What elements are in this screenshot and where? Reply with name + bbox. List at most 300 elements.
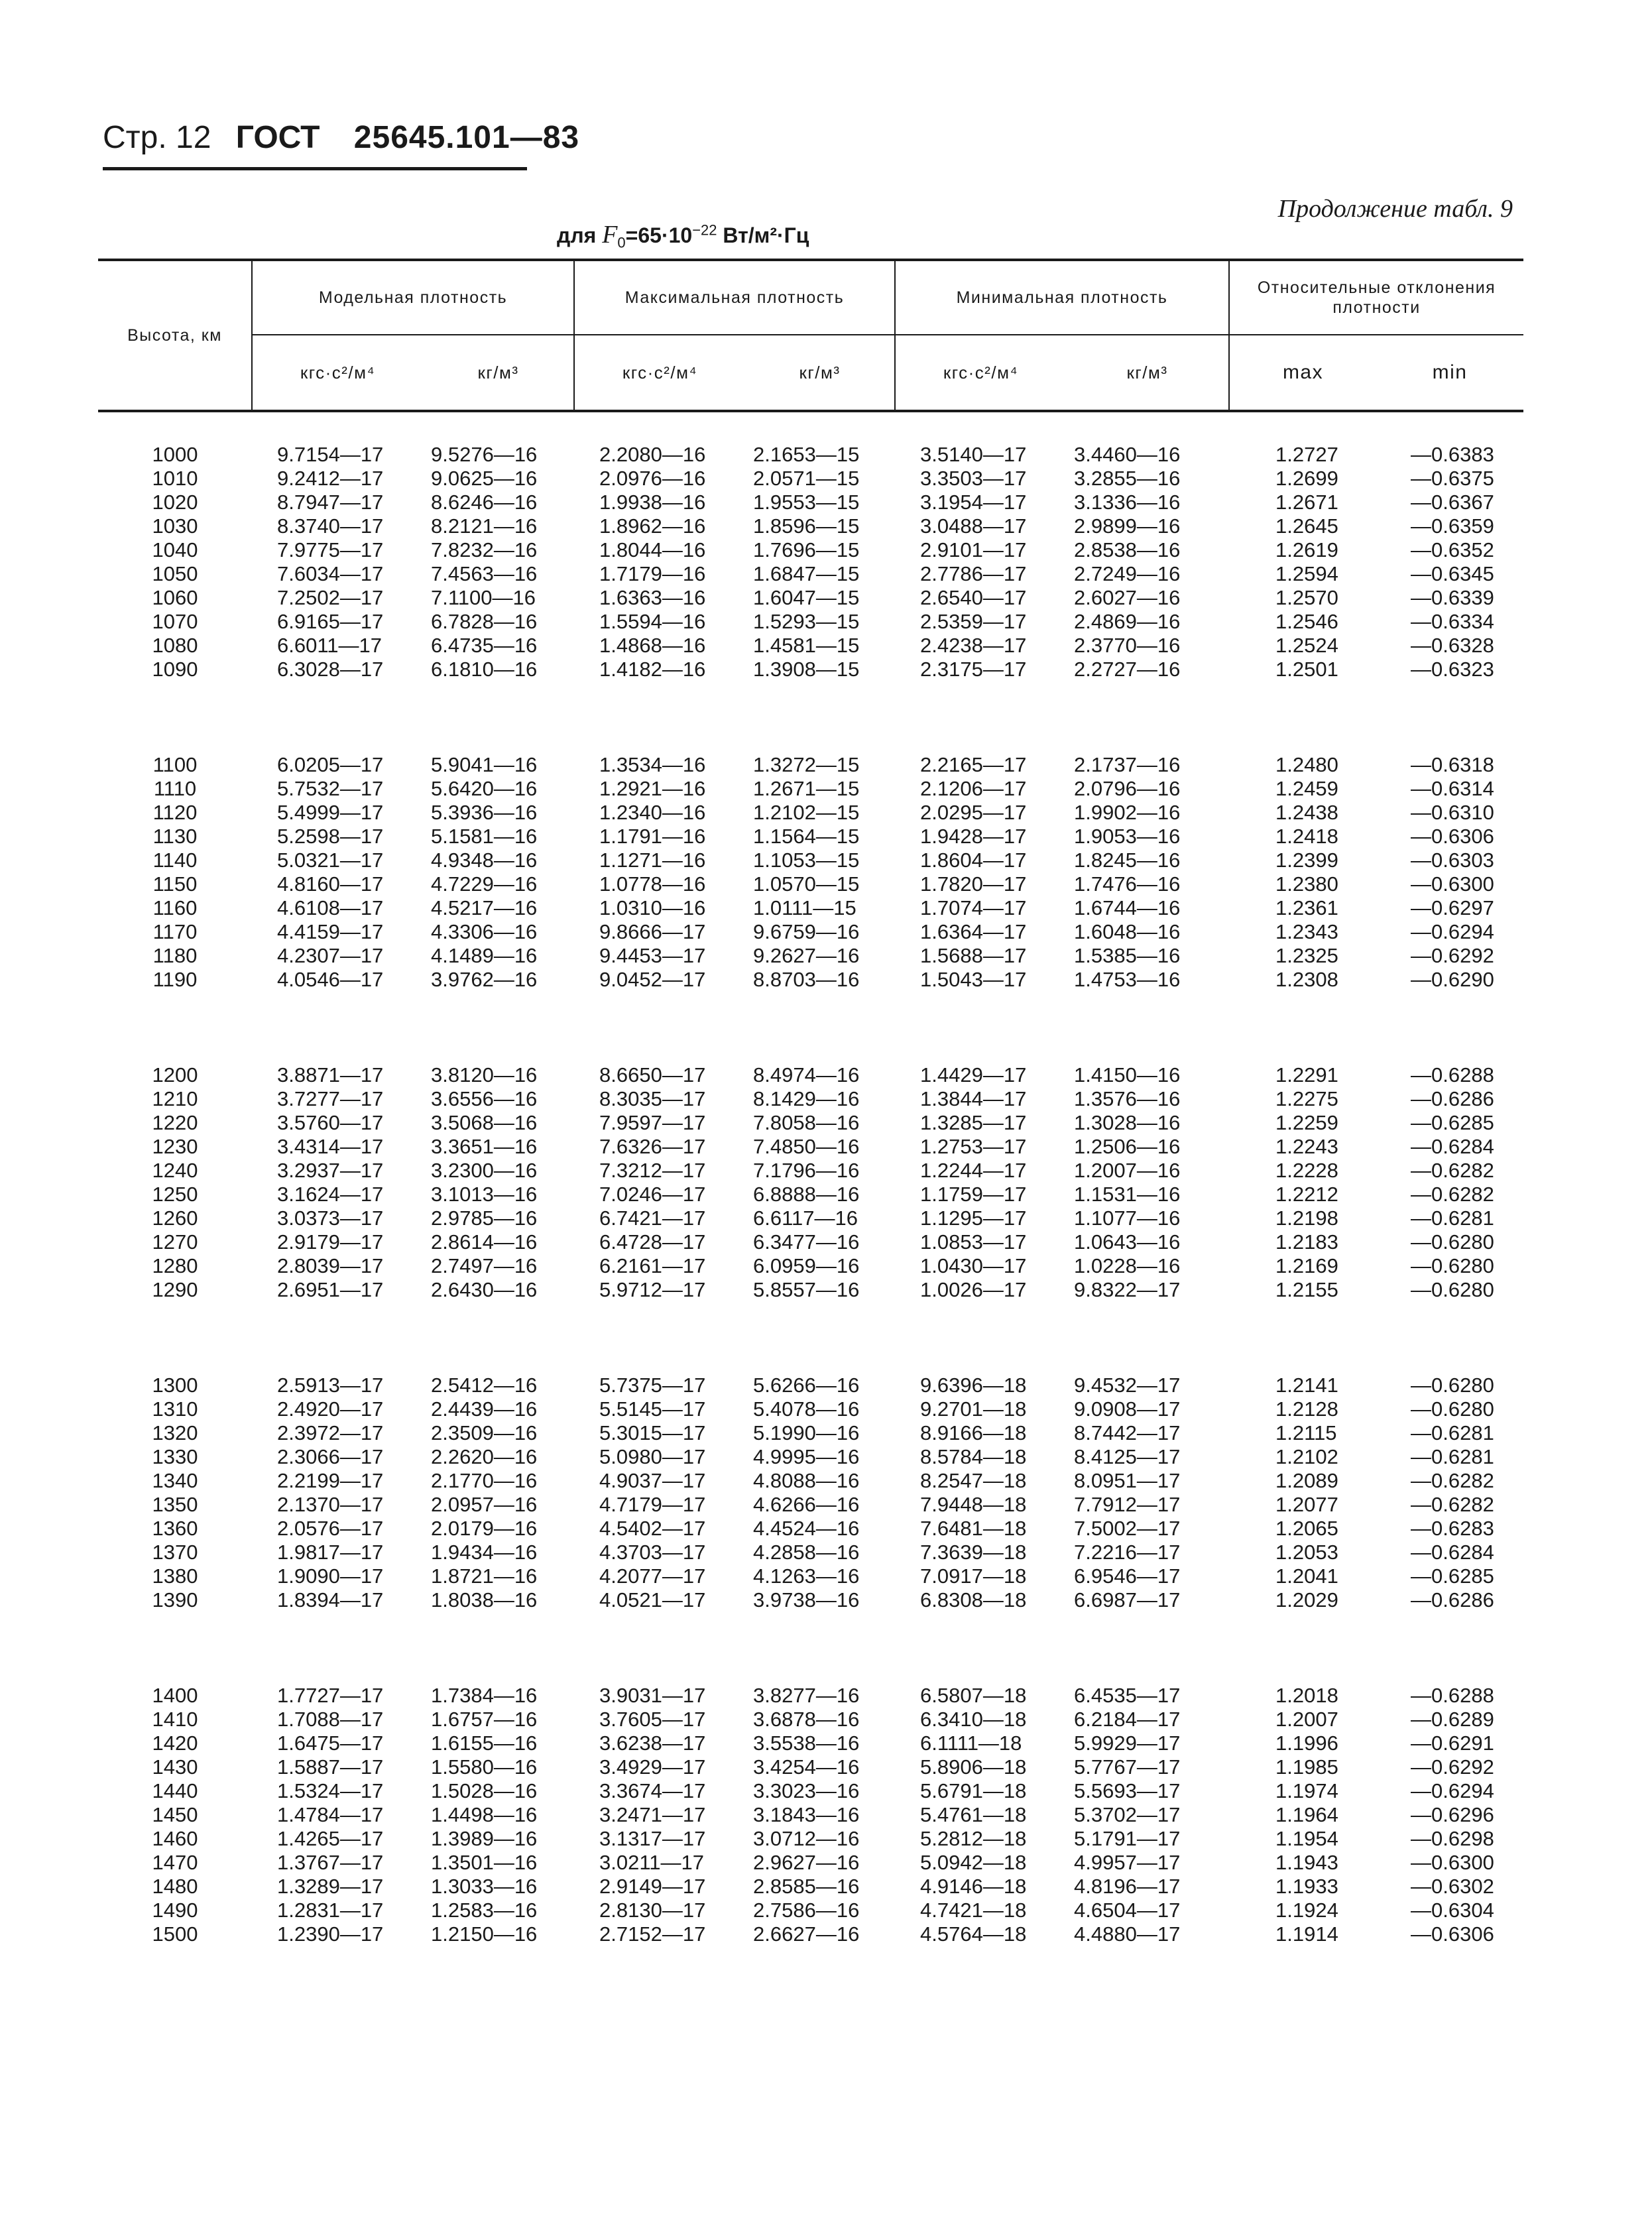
table-row xyxy=(98,1755,1523,1779)
min-kgs-cell: 2.7786—17 xyxy=(920,562,1027,585)
min-kg-cell: 6.9546—17 xyxy=(1074,1564,1181,1588)
rel-min-cell: —0.6284 xyxy=(1411,1135,1494,1158)
max-kg-cell: 5.4078—16 xyxy=(753,1397,860,1421)
model-kg-cell: 1.2150—16 xyxy=(431,1922,538,1946)
rel-min-cell: —0.6285 xyxy=(1411,1111,1494,1134)
max-kg-cell: 1.8596—15 xyxy=(753,514,860,538)
table-row xyxy=(98,1469,1523,1493)
model-kgs-cell: 2.3972—17 xyxy=(277,1421,384,1444)
min-kg-cell: 2.9899—16 xyxy=(1074,514,1181,538)
altitude-cell: 1450 xyxy=(152,1803,198,1826)
altitude-cell: 1010 xyxy=(152,467,198,490)
max-kg-cell: 1.1053—15 xyxy=(753,849,860,872)
min-kg-cell: 1.3028—16 xyxy=(1074,1111,1181,1134)
rel-max-cell: 1.2438 xyxy=(1275,801,1338,824)
max-kg-cell: 8.8703—16 xyxy=(753,968,860,991)
max-kgs-cell: 1.5594—16 xyxy=(599,610,706,633)
max-kg-cell: 3.0712—16 xyxy=(753,1827,860,1850)
min-kgs-cell: 1.7820—17 xyxy=(920,872,1027,896)
min-kgs-cell: 6.5807—18 xyxy=(920,1684,1027,1707)
rel-min-cell: —0.6303 xyxy=(1411,849,1494,872)
min-kg-cell: 5.5693—17 xyxy=(1074,1779,1181,1802)
model-kg-cell: 2.4439—16 xyxy=(431,1397,538,1421)
unit-max-kg: кг/м³ xyxy=(745,335,895,411)
model-kgs-cell: 2.5913—17 xyxy=(277,1374,384,1397)
min-kg-cell: 5.1791—17 xyxy=(1074,1827,1181,1850)
rel-min-cell: —0.6297 xyxy=(1411,896,1494,919)
min-kgs-cell: 1.7074—17 xyxy=(920,896,1027,919)
model-kg-cell: 1.3989—16 xyxy=(431,1827,538,1850)
max-kg-cell: 4.6266—16 xyxy=(753,1493,860,1516)
max-kg-cell: 6.0959—16 xyxy=(753,1254,860,1277)
table-row xyxy=(98,467,1523,491)
max-kg-cell: 9.6759—16 xyxy=(753,920,860,943)
rel-max-cell: 1.2380 xyxy=(1275,872,1338,896)
rel-max-cell: 1.2524 xyxy=(1275,634,1338,657)
min-kgs-cell: 8.2547—18 xyxy=(920,1469,1027,1492)
model-kg-cell: 2.0957—16 xyxy=(431,1493,538,1516)
max-kgs-cell: 7.0246—17 xyxy=(599,1183,706,1206)
max-kg-cell: 1.2102—15 xyxy=(753,801,860,824)
model-kg-cell: 1.8038—16 xyxy=(431,1588,538,1612)
rel-min-cell: —0.6282 xyxy=(1411,1493,1494,1516)
unit-max-kgs: кгс·с²/м⁴ xyxy=(574,335,745,411)
model-kg-cell: 4.7229—16 xyxy=(431,872,538,896)
min-kgs-cell: 1.2244—17 xyxy=(920,1159,1027,1182)
min-kg-cell: 1.0643—16 xyxy=(1074,1230,1181,1254)
max-kg-cell: 3.1843—16 xyxy=(753,1803,860,1826)
model-kgs-cell: 8.7947—17 xyxy=(277,491,384,514)
max-kgs-cell: 1.8044—16 xyxy=(599,538,706,561)
rel-max-cell: 1.2228 xyxy=(1275,1159,1338,1182)
model-kg-cell: 2.3509—16 xyxy=(431,1421,538,1444)
table-row xyxy=(98,1230,1523,1254)
table-row xyxy=(98,1159,1523,1183)
model-kgs-cell: 1.7088—17 xyxy=(277,1708,384,1731)
rel-max-cell: 1.2361 xyxy=(1275,896,1338,919)
table-row xyxy=(98,1541,1523,1564)
min-kg-cell: 4.9957—17 xyxy=(1074,1851,1181,1874)
max-kgs-cell: 8.6650—17 xyxy=(599,1063,706,1086)
max-kg-cell: 3.6878—16 xyxy=(753,1708,860,1731)
min-kgs-cell: 7.6481—18 xyxy=(920,1517,1027,1540)
condition-variable: F xyxy=(602,221,618,249)
max-kg-cell: 1.3908—15 xyxy=(753,658,860,681)
min-kg-cell: 6.4535—17 xyxy=(1074,1684,1181,1707)
model-kg-cell: 5.9041—16 xyxy=(431,753,538,776)
max-kgs-cell: 2.9149—17 xyxy=(599,1875,706,1898)
model-kg-cell: 6.7828—16 xyxy=(431,610,538,633)
table-row xyxy=(98,896,1523,920)
altitude-cell: 1200 xyxy=(152,1063,198,1086)
max-kgs-cell: 3.3674—17 xyxy=(599,1779,706,1802)
max-kgs-cell: 1.4868—16 xyxy=(599,634,706,657)
model-kg-cell: 1.7384—16 xyxy=(431,1684,538,1707)
model-kgs-cell: 5.7532—17 xyxy=(277,777,384,800)
table-row xyxy=(98,1731,1523,1755)
rel-min-cell: —0.6283 xyxy=(1411,1517,1494,1540)
min-kg-cell: 1.6048—16 xyxy=(1074,920,1181,943)
min-kg-cell: 5.3702—17 xyxy=(1074,1803,1181,1826)
altitude-cell: 1110 xyxy=(153,777,197,800)
rel-min-cell: —0.6323 xyxy=(1411,658,1494,681)
condition-subscript: 0 xyxy=(617,234,626,251)
max-kg-cell: 7.1796—16 xyxy=(753,1159,860,1182)
min-kgs-cell: 6.8308—18 xyxy=(920,1588,1027,1612)
min-kgs-cell: 5.6791—18 xyxy=(920,1779,1027,1802)
altitude-cell: 1040 xyxy=(152,538,198,561)
model-kgs-cell: 1.4784—17 xyxy=(277,1803,384,1826)
rel-max-cell: 1.2065 xyxy=(1275,1517,1338,1540)
rel-min-cell: —0.6284 xyxy=(1411,1541,1494,1564)
table-row xyxy=(98,1421,1523,1445)
altitude-cell: 1160 xyxy=(152,896,198,919)
model-kgs-cell: 6.3028—17 xyxy=(277,658,384,681)
max-kg-cell: 8.1429—16 xyxy=(753,1087,860,1110)
rel-max-cell: 1.2671 xyxy=(1275,491,1338,514)
block-spacer xyxy=(98,411,1523,443)
min-kg-cell: 2.6027—16 xyxy=(1074,586,1181,609)
min-kg-cell: 1.9053—16 xyxy=(1074,825,1181,848)
rel-min-cell: —0.6281 xyxy=(1411,1206,1494,1230)
header-model-density: Модельная плотность xyxy=(252,260,574,335)
rel-min-cell: —0.6318 xyxy=(1411,753,1494,776)
max-kg-cell: 5.8557—16 xyxy=(753,1278,860,1301)
min-kg-cell: 1.2506—16 xyxy=(1074,1135,1181,1158)
model-kgs-cell: 1.3289—17 xyxy=(277,1875,384,1898)
min-kgs-cell: 7.0917—18 xyxy=(920,1564,1027,1588)
rel-min-cell: —0.6289 xyxy=(1411,1708,1494,1731)
max-kgs-cell: 6.2161—17 xyxy=(599,1254,706,1277)
max-kgs-cell: 1.2921—16 xyxy=(599,777,706,800)
model-kgs-cell: 1.9817—17 xyxy=(277,1541,384,1564)
rel-max-cell: 1.1985 xyxy=(1275,1755,1338,1779)
max-kgs-cell: 1.8962—16 xyxy=(599,514,706,538)
max-kg-cell: 3.3023—16 xyxy=(753,1779,860,1802)
altitude-cell: 1410 xyxy=(152,1708,198,1731)
altitude-cell: 1270 xyxy=(152,1230,198,1254)
altitude-cell: 1240 xyxy=(152,1159,198,1182)
altitude-cell: 1170 xyxy=(152,920,198,943)
min-kg-cell: 2.7249—16 xyxy=(1074,562,1181,585)
block-spacer xyxy=(98,1302,1523,1374)
rel-max-cell: 1.2343 xyxy=(1275,920,1338,943)
model-kgs-cell: 9.2412—17 xyxy=(277,467,384,490)
rel-min-cell: —0.6281 xyxy=(1411,1445,1494,1468)
max-kg-cell: 2.0571—15 xyxy=(753,467,860,490)
block-spacer xyxy=(98,992,1523,1063)
rel-max-cell: 1.1974 xyxy=(1275,1779,1338,1802)
rel-max-cell: 1.2077 xyxy=(1275,1493,1338,1516)
max-kgs-cell: 1.9938—16 xyxy=(599,491,706,514)
rel-max-cell: 1.2570 xyxy=(1275,586,1338,609)
min-kgs-cell: 6.3410—18 xyxy=(920,1708,1027,1731)
max-kg-cell: 5.6266—16 xyxy=(753,1374,860,1397)
model-kg-cell: 7.4563—16 xyxy=(431,562,538,585)
altitude-cell: 1390 xyxy=(152,1588,198,1612)
table-row xyxy=(98,1708,1523,1731)
model-kgs-cell: 2.3066—17 xyxy=(277,1445,384,1468)
table-row xyxy=(98,610,1523,634)
altitude-cell: 1030 xyxy=(152,514,198,538)
max-kgs-cell: 3.1317—17 xyxy=(599,1827,706,1850)
min-kgs-cell: 1.5688—17 xyxy=(920,944,1027,967)
max-kgs-cell: 1.4182—16 xyxy=(599,658,706,681)
table-row xyxy=(98,1254,1523,1278)
rel-max-cell: 1.1964 xyxy=(1275,1803,1338,1826)
min-kgs-cell: 8.5784—18 xyxy=(920,1445,1027,1468)
min-kg-cell: 1.5385—16 xyxy=(1074,944,1181,967)
rel-min-cell: —0.6280 xyxy=(1411,1374,1494,1397)
header-rel-min: min xyxy=(1376,335,1523,411)
max-kgs-cell: 3.0211—17 xyxy=(599,1851,705,1874)
rel-min-cell: —0.6281 xyxy=(1411,1421,1494,1444)
rel-max-cell: 1.2459 xyxy=(1275,777,1338,800)
min-kgs-cell: 1.0026—17 xyxy=(920,1278,1027,1301)
altitude-cell: 1400 xyxy=(152,1684,198,1707)
table-row xyxy=(98,1875,1523,1899)
min-kgs-cell: 1.9428—17 xyxy=(920,825,1027,848)
min-kgs-cell: 6.1111—18 xyxy=(920,1731,1022,1755)
model-kg-cell: 3.3651—16 xyxy=(431,1135,538,1158)
model-kgs-cell: 3.5760—17 xyxy=(277,1111,384,1134)
condition-unit: Вт/м²·Гц xyxy=(723,223,809,247)
max-kg-cell: 1.3272—15 xyxy=(753,753,860,776)
max-kgs-cell: 3.6238—17 xyxy=(599,1731,706,1755)
altitude-cell: 1350 xyxy=(152,1493,198,1516)
min-kgs-cell: 4.9146—18 xyxy=(920,1875,1027,1898)
model-kg-cell: 2.2620—16 xyxy=(431,1445,538,1468)
model-kg-cell: 1.2583—16 xyxy=(431,1899,538,1922)
model-kgs-cell: 2.2199—17 xyxy=(277,1469,384,1492)
max-kg-cell: 3.4254—16 xyxy=(753,1755,860,1779)
table-row xyxy=(98,777,1523,801)
min-kgs-cell: 1.0853—17 xyxy=(920,1230,1027,1254)
max-kg-cell: 2.7586—16 xyxy=(753,1899,860,1922)
model-kg-cell: 2.1770—16 xyxy=(431,1469,538,1492)
model-kgs-cell: 2.8039—17 xyxy=(277,1254,384,1277)
max-kgs-cell: 4.2077—17 xyxy=(599,1564,706,1588)
rel-min-cell: —0.6288 xyxy=(1411,1063,1494,1086)
rel-min-cell: —0.6383 xyxy=(1411,443,1494,466)
table-condition xyxy=(557,220,809,251)
model-kgs-cell: 4.6108—17 xyxy=(277,896,384,919)
table-row xyxy=(98,658,1523,681)
table-row xyxy=(98,1779,1523,1803)
rel-max-cell: 1.2115 xyxy=(1275,1421,1337,1444)
model-kg-cell: 2.5412—16 xyxy=(431,1374,538,1397)
min-kg-cell: 5.7767—17 xyxy=(1074,1755,1181,1779)
rel-min-cell: —0.6296 xyxy=(1411,1803,1494,1826)
min-kgs-cell: 3.3503—17 xyxy=(920,467,1027,490)
altitude-cell: 1100 xyxy=(152,753,198,776)
max-kgs-cell: 8.3035—17 xyxy=(599,1087,706,1110)
min-kgs-cell: 5.2812—18 xyxy=(920,1827,1027,1850)
altitude-cell: 1490 xyxy=(152,1899,198,1922)
model-kgs-cell: 1.8394—17 xyxy=(277,1588,384,1612)
rel-max-cell: 1.2259 xyxy=(1275,1111,1338,1134)
rel-min-cell: —0.6280 xyxy=(1411,1278,1494,1301)
max-kgs-cell: 2.8130—17 xyxy=(599,1899,706,1922)
table-row xyxy=(98,443,1523,467)
altitude-cell: 1300 xyxy=(152,1374,198,1397)
table-row xyxy=(98,944,1523,968)
page-number: Стр. 12 xyxy=(103,120,211,155)
altitude-cell: 1190 xyxy=(152,968,198,991)
min-kg-cell: 2.0796—16 xyxy=(1074,777,1181,800)
min-kg-cell: 3.4460—16 xyxy=(1074,443,1181,466)
max-kg-cell: 1.7696—15 xyxy=(753,538,860,561)
rel-max-cell: 1.2212 xyxy=(1275,1183,1338,1206)
max-kg-cell: 6.3477—16 xyxy=(753,1230,860,1254)
table-row xyxy=(98,1899,1523,1922)
table-row xyxy=(98,1206,1523,1230)
table-row xyxy=(98,849,1523,872)
rel-max-cell: 1.2169 xyxy=(1275,1254,1338,1277)
min-kgs-cell: 4.5764—18 xyxy=(920,1922,1027,1946)
max-kgs-cell: 1.3534—16 xyxy=(599,753,706,776)
table-row xyxy=(98,562,1523,586)
min-kgs-cell: 1.1295—17 xyxy=(920,1206,1027,1230)
model-kgs-cell: 7.6034—17 xyxy=(277,562,384,585)
max-kgs-cell: 5.9712—17 xyxy=(599,1278,706,1301)
max-kgs-cell: 7.3212—17 xyxy=(599,1159,706,1182)
min-kgs-cell: 5.0942—18 xyxy=(920,1851,1027,1874)
max-kgs-cell: 4.3703—17 xyxy=(599,1541,706,1564)
model-kgs-cell: 2.9179—17 xyxy=(277,1230,384,1254)
max-kgs-cell: 1.2340—16 xyxy=(599,801,706,824)
max-kgs-cell: 4.5402—17 xyxy=(599,1517,706,1540)
min-kg-cell: 8.0951—17 xyxy=(1074,1469,1181,1492)
altitude-cell: 1380 xyxy=(152,1564,198,1588)
model-kgs-cell: 8.3740—17 xyxy=(277,514,384,538)
rel-min-cell: —0.6306 xyxy=(1411,825,1494,848)
model-kgs-cell: 2.1370—17 xyxy=(277,1493,384,1516)
min-kgs-cell: 7.3639—18 xyxy=(920,1541,1027,1564)
model-kgs-cell: 2.4920—17 xyxy=(277,1397,384,1421)
min-kgs-cell: 2.1206—17 xyxy=(920,777,1027,800)
max-kgs-cell: 2.7152—17 xyxy=(599,1922,706,1946)
model-kgs-cell: 1.7727—17 xyxy=(277,1684,384,1707)
max-kgs-cell: 1.1271—16 xyxy=(599,849,706,872)
table-row xyxy=(98,1684,1523,1708)
table-row xyxy=(98,1517,1523,1541)
model-kg-cell: 8.2121—16 xyxy=(431,514,538,538)
max-kgs-cell: 1.6363—16 xyxy=(599,586,706,609)
model-kg-cell: 3.5068—16 xyxy=(431,1111,538,1134)
condition-exponent: −22 xyxy=(692,221,717,239)
max-kg-cell: 6.8888—16 xyxy=(753,1183,860,1206)
model-kg-cell: 2.8614—16 xyxy=(431,1230,538,1254)
table-row xyxy=(98,968,1523,992)
table-row xyxy=(98,1588,1523,1612)
min-kgs-cell: 7.9448—18 xyxy=(920,1493,1027,1516)
min-kgs-cell: 2.5359—17 xyxy=(920,610,1027,633)
max-kgs-cell: 6.4728—17 xyxy=(599,1230,706,1254)
model-kg-cell: 2.0179—16 xyxy=(431,1517,538,1540)
rel-max-cell: 1.2243 xyxy=(1275,1135,1338,1158)
model-kg-cell: 1.5580—16 xyxy=(431,1755,538,1779)
rel-max-cell: 1.2102 xyxy=(1275,1445,1338,1468)
model-kgs-cell: 3.2937—17 xyxy=(277,1159,384,1182)
density-table xyxy=(98,259,1523,1946)
rel-min-cell: —0.6280 xyxy=(1411,1254,1494,1277)
altitude-cell: 1320 xyxy=(152,1421,198,1444)
table-row xyxy=(98,1183,1523,1206)
max-kgs-cell: 7.9597—17 xyxy=(599,1111,706,1134)
rel-min-cell: —0.6282 xyxy=(1411,1469,1494,1492)
rel-min-cell: —0.6300 xyxy=(1411,1851,1494,1874)
max-kgs-cell: 4.7179—17 xyxy=(599,1493,706,1516)
rel-max-cell: 1.2041 xyxy=(1275,1564,1338,1588)
rel-min-cell: —0.6334 xyxy=(1411,610,1494,633)
rel-min-cell: —0.6282 xyxy=(1411,1159,1494,1182)
table-row xyxy=(98,1564,1523,1588)
model-kgs-cell: 3.0373—17 xyxy=(277,1206,384,1230)
model-kg-cell: 1.9434—16 xyxy=(431,1541,538,1564)
max-kgs-cell: 5.0980—17 xyxy=(599,1445,706,1468)
table-row xyxy=(98,1111,1523,1135)
max-kg-cell: 2.6627—16 xyxy=(753,1922,860,1946)
min-kg-cell: 9.8322—17 xyxy=(1074,1278,1181,1301)
min-kgs-cell: 1.0430—17 xyxy=(920,1254,1027,1277)
rel-max-cell: 1.2007 xyxy=(1275,1708,1338,1731)
max-kg-cell: 1.0570—15 xyxy=(753,872,860,896)
min-kg-cell: 2.2727—16 xyxy=(1074,658,1181,681)
table-row xyxy=(98,1803,1523,1827)
rel-max-cell: 1.2053 xyxy=(1275,1541,1338,1564)
table-continuation-note: Продолжение табл. 9 xyxy=(1277,195,1513,223)
header-max-density: Максимальная плотность xyxy=(574,260,895,335)
model-kgs-cell: 7.2502—17 xyxy=(277,586,384,609)
max-kgs-cell: 9.0452—17 xyxy=(599,968,706,991)
model-kg-cell: 9.0625—16 xyxy=(431,467,538,490)
min-kgs-cell: 9.2701—18 xyxy=(920,1397,1027,1421)
rel-min-cell: —0.6345 xyxy=(1411,562,1494,585)
unit-model-kg: кг/м³ xyxy=(423,335,574,411)
min-kgs-cell: 8.9166—18 xyxy=(920,1421,1027,1444)
altitude-cell: 1420 xyxy=(152,1731,198,1755)
model-kg-cell: 1.5028—16 xyxy=(431,1779,538,1802)
max-kg-cell: 1.1564—15 xyxy=(753,825,860,848)
altitude-cell: 1020 xyxy=(152,491,198,514)
model-kg-cell: 5.3936—16 xyxy=(431,801,538,824)
table-row xyxy=(98,538,1523,562)
model-kgs-cell: 2.6951—17 xyxy=(277,1278,384,1301)
model-kg-cell: 7.8232—16 xyxy=(431,538,538,561)
max-kg-cell: 1.2671—15 xyxy=(753,777,860,800)
model-kg-cell: 2.9785—16 xyxy=(431,1206,538,1230)
min-kgs-cell: 2.6540—17 xyxy=(920,586,1027,609)
min-kgs-cell: 1.4429—17 xyxy=(920,1063,1027,1086)
block-spacer xyxy=(98,1612,1523,1684)
model-kg-cell: 4.1489—16 xyxy=(431,944,538,967)
max-kg-cell: 1.5293—15 xyxy=(753,610,860,633)
model-kgs-cell: 1.2831—17 xyxy=(277,1899,384,1922)
rel-min-cell: —0.6310 xyxy=(1411,801,1494,824)
rel-min-cell: —0.6314 xyxy=(1411,777,1494,800)
altitude-cell: 1230 xyxy=(152,1135,198,1158)
table-row xyxy=(98,872,1523,896)
table-row xyxy=(98,1374,1523,1397)
max-kg-cell: 1.9553—15 xyxy=(753,491,860,514)
min-kg-cell: 4.8196—17 xyxy=(1074,1875,1181,1898)
model-kgs-cell: 1.9090—17 xyxy=(277,1564,384,1588)
model-kgs-cell: 1.6475—17 xyxy=(277,1731,384,1755)
altitude-cell: 1210 xyxy=(152,1087,198,1110)
min-kgs-cell: 5.4761—18 xyxy=(920,1803,1027,1826)
model-kg-cell: 6.4735—16 xyxy=(431,634,538,657)
